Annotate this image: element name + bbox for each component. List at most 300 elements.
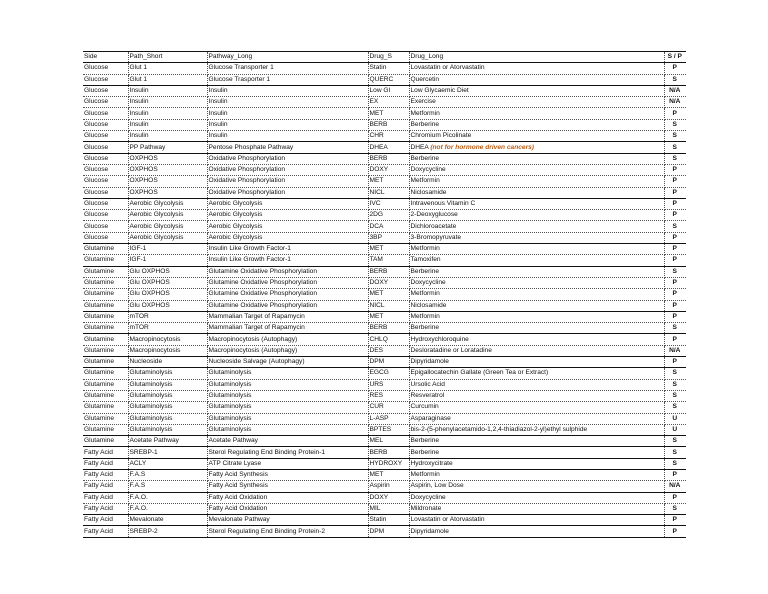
header-drug-s: Drug_S — [368, 52, 409, 63]
cell-s-p: N/A — [664, 97, 686, 108]
cell-drug-s: BERB — [368, 266, 409, 277]
cell-drug-s: RES — [368, 390, 409, 401]
cell-s-p: P — [664, 198, 686, 209]
cell-side: Glutamine — [83, 311, 128, 322]
cell-s-p: S — [664, 447, 686, 458]
cell-drug-s: HYDROXY — [368, 458, 409, 469]
cell-drug-s: CHLQ — [368, 334, 409, 345]
header-row — [83, 52, 686, 63]
cell-s-p: N/A — [664, 85, 686, 96]
cell-s-p: S — [664, 153, 686, 164]
cell-pathway-long: Glutamine Oxidative Phosphorylation — [207, 289, 368, 300]
cell-path-short: F.A.O. — [128, 503, 207, 514]
cell-pathway-long: Sterol Regulating End Binding Protein-2 — [207, 526, 368, 537]
cell-path-short: SREBP-2 — [128, 526, 207, 537]
table-row — [83, 255, 686, 266]
cell-drug-s: BERB — [368, 323, 409, 334]
table-row — [83, 345, 686, 356]
cell-s-p: P — [664, 526, 686, 537]
cell-path-short: OXPHOS — [128, 164, 207, 175]
cell-drug-long: Chromium Picolinate — [409, 131, 664, 142]
cell-s-p: P — [664, 232, 686, 243]
cell-drug-long: Epigallocatechin Gallate (Green Tea or Extract) — [409, 368, 664, 379]
header-s-p: S / P — [664, 52, 686, 63]
cell-s-p: S — [664, 390, 686, 401]
cell-side: Glutamine — [83, 323, 128, 334]
cell-drug-long: Lovastatin or Atorvastatin — [409, 63, 664, 74]
cell-drug-s: URS — [368, 379, 409, 390]
cell-s-p: P — [664, 164, 686, 175]
cell-pathway-long: Glutamine Oxidative Phosphorylation — [207, 300, 368, 311]
cell-path-short: mTOR — [128, 323, 207, 334]
cell-pathway-long: Glucose Trasporter 1 — [207, 74, 368, 85]
cell-side: Glutamine — [83, 345, 128, 356]
cell-side: Glucose — [83, 187, 128, 198]
cell-path-short: Aerobic Glycolysis — [128, 232, 207, 243]
cell-pathway-long: Glucose Transporter 1 — [207, 63, 368, 74]
cell-side: Glucose — [83, 97, 128, 108]
cell-drug-long: Hydroxychloroquine — [409, 334, 664, 345]
cell-drug-long: Metformin — [409, 469, 664, 480]
cell-path-short: F.A.S — [128, 469, 207, 480]
table-row — [83, 63, 686, 74]
cell-path-short: Glu OXPHOS — [128, 300, 207, 311]
cell-s-p: S — [664, 379, 686, 390]
cell-drug-s: MET — [368, 108, 409, 119]
cell-pathway-long: Glutaminolysis — [207, 413, 368, 424]
table-row — [83, 176, 686, 187]
cell-pathway-long: Fatty Acid Oxidation — [207, 503, 368, 514]
cell-side: Glucose — [83, 221, 128, 232]
cell-s-p: S — [664, 402, 686, 413]
cell-path-short: Acetate Pathway — [128, 436, 207, 447]
cell-pathway-long: Mammalian Target of Rapamycin — [207, 323, 368, 334]
cell-pathway-long: Insulin — [207, 85, 368, 96]
table-row — [83, 368, 686, 379]
cell-drug-s: BERB — [368, 447, 409, 458]
cell-path-short: Glutaminolysis — [128, 390, 207, 401]
cell-drug-s: MET — [368, 311, 409, 322]
cell-drug-s: DPM — [368, 357, 409, 368]
cell-path-short: F.A.S — [128, 481, 207, 492]
cell-drug-s: MET — [368, 176, 409, 187]
cell-drug-long: Niclosamide — [409, 187, 664, 198]
table-row — [83, 198, 686, 209]
cell-path-short: mTOR — [128, 311, 207, 322]
cell-drug-long: Quercetin — [409, 74, 664, 85]
cell-s-p: S — [664, 323, 686, 334]
table-row — [83, 232, 686, 243]
cell-drug-s: BERB — [368, 153, 409, 164]
cell-side: Glucose — [83, 153, 128, 164]
cell-side: Glucose — [83, 176, 128, 187]
cell-pathway-long: Oxidative Phosphorylation — [207, 187, 368, 198]
cell-pathway-long: Aerobic Glycolysis — [207, 232, 368, 243]
cell-side: Glucose — [83, 164, 128, 175]
cell-pathway-long: Fatty Acid Synthesis — [207, 481, 368, 492]
cell-path-short: Glu OXPHOS — [128, 289, 207, 300]
cell-drug-s: 3BP — [368, 232, 409, 243]
cell-side: Fatty Acid — [83, 526, 128, 537]
cell-pathway-long: Sterol Regulating End Binding Protein-1 — [207, 447, 368, 458]
table-row — [83, 210, 686, 221]
table-row — [83, 481, 686, 492]
cell-drug-s: DES — [368, 345, 409, 356]
cell-path-short: Mevalonate — [128, 515, 207, 526]
table-row — [83, 436, 686, 447]
cell-s-p: S — [664, 266, 686, 277]
cell-path-short: IGF-1 — [128, 244, 207, 255]
cell-drug-long: Doxycycline — [409, 277, 664, 288]
cell-pathway-long: Insulin — [207, 97, 368, 108]
cell-s-p: P — [664, 334, 686, 345]
cell-drug-long: Hydroxycitrate — [409, 458, 664, 469]
table-row — [83, 108, 686, 119]
cell-drug-s: DPM — [368, 526, 409, 537]
cell-pathway-long: Glutaminolysis — [207, 368, 368, 379]
drug-note: (not for hormone driven cancers) — [430, 143, 534, 151]
cell-path-short: Insulin — [128, 108, 207, 119]
cell-path-short: Macropinocytosis — [128, 345, 207, 356]
table-row — [83, 187, 686, 198]
cell-s-p: S — [664, 436, 686, 447]
cell-drug-long: Desloratadine or Loratadine — [409, 345, 664, 356]
cell-side: Glucose — [83, 119, 128, 130]
cell-s-p: S — [664, 142, 686, 153]
cell-s-p: P — [664, 63, 686, 74]
table-row — [83, 379, 686, 390]
table-row — [83, 413, 686, 424]
header-path-short: Path_Short — [128, 52, 207, 63]
cell-drug-s: L-ASP — [368, 413, 409, 424]
cell-side: Glucose — [83, 210, 128, 221]
cell-side: Fatty Acid — [83, 492, 128, 503]
table-row — [83, 131, 686, 142]
cell-side: Glutamine — [83, 266, 128, 277]
cell-side: Fatty Acid — [83, 515, 128, 526]
cell-drug-s: DHEA — [368, 142, 409, 153]
table-row — [83, 97, 686, 108]
drug-long-text: DHEA — [410, 143, 429, 151]
header-side: Side — [83, 52, 128, 63]
cell-side: Fatty Acid — [83, 447, 128, 458]
cell-drug-long: Mildronate — [409, 503, 664, 514]
table-row — [83, 74, 686, 85]
cell-drug-long: Berberine — [409, 153, 664, 164]
cell-drug-long: Dichloroacetate — [409, 221, 664, 232]
drug-pathway-table — [83, 51, 686, 538]
cell-s-p: P — [664, 515, 686, 526]
cell-drug-long: Ursolic Acid — [409, 379, 664, 390]
cell-drug-long: bis-2-(5-phenylacetamido-1,2,4-thiadiazol-2-yl)ethyl sulphide — [409, 424, 664, 435]
cell-drug-long: Berberine — [409, 266, 664, 277]
cell-pathway-long: Macropinocytosis (Autophagy) — [207, 334, 368, 345]
cell-drug-long: Lovastatin or Atorvastatin — [409, 515, 664, 526]
table-row — [83, 277, 686, 288]
cell-side: Glutamine — [83, 402, 128, 413]
cell-side: Glucose — [83, 108, 128, 119]
cell-path-short: Glutaminolysis — [128, 413, 207, 424]
cell-pathway-long: Glutaminolysis — [207, 424, 368, 435]
cell-drug-s: QUERC — [368, 74, 409, 85]
header-pathway-long: Pathway_Long — [207, 52, 368, 63]
cell-drug-s: DOXY — [368, 492, 409, 503]
table-row — [83, 323, 686, 334]
cell-drug-long: Intravenous Vitamin C — [409, 198, 664, 209]
cell-path-short: OXPHOS — [128, 153, 207, 164]
cell-drug-s: MET — [368, 289, 409, 300]
cell-s-p: S — [664, 368, 686, 379]
cell-drug-s: DOXY — [368, 277, 409, 288]
cell-s-p: P — [664, 108, 686, 119]
cell-drug-s: CHR — [368, 131, 409, 142]
table-row — [83, 142, 686, 153]
cell-drug-s: Aspirin — [368, 481, 409, 492]
cell-s-p: S — [664, 74, 686, 85]
cell-s-p: U — [664, 424, 686, 435]
cell-drug-long: Metformin — [409, 289, 664, 300]
cell-path-short: Insulin — [128, 97, 207, 108]
cell-side: Glutamine — [83, 379, 128, 390]
cell-drug-s: EGCG — [368, 368, 409, 379]
table-row — [83, 119, 686, 130]
table-row — [83, 515, 686, 526]
cell-drug-s: CUR — [368, 402, 409, 413]
cell-drug-long: Tamoxifen — [409, 255, 664, 266]
cell-drug-long: Asparaginase — [409, 413, 664, 424]
cell-pathway-long: Glutaminolysis — [207, 379, 368, 390]
cell-pathway-long: Oxidative Phosphorylation — [207, 176, 368, 187]
cell-s-p: P — [664, 289, 686, 300]
cell-side: Glucose — [83, 74, 128, 85]
cell-drug-long: Berberine — [409, 447, 664, 458]
cell-path-short: Glutaminolysis — [128, 368, 207, 379]
table-row — [83, 334, 686, 345]
cell-path-short: Glut 1 — [128, 63, 207, 74]
cell-drug-long: Metformin — [409, 176, 664, 187]
table-row — [83, 266, 686, 277]
cell-path-short: Insulin — [128, 85, 207, 96]
cell-drug-s: Statin — [368, 515, 409, 526]
cell-drug-long: Aspirin, Low Dose — [409, 481, 664, 492]
cell-drug-long: Niclosamide — [409, 300, 664, 311]
cell-drug-s: Statin — [368, 63, 409, 74]
cell-side: Fatty Acid — [83, 503, 128, 514]
cell-path-short: SREBP-1 — [128, 447, 207, 458]
table-row — [83, 153, 686, 164]
cell-drug-long: 3-Bromopyruvate — [409, 232, 664, 243]
cell-drug-long: Doxycycline — [409, 492, 664, 503]
cell-s-p: P — [664, 244, 686, 255]
cell-side: Glutamine — [83, 300, 128, 311]
cell-s-p: S — [664, 131, 686, 142]
cell-s-p: U — [664, 413, 686, 424]
cell-drug-long: Dipyridamole — [409, 357, 664, 368]
cell-s-p: P — [664, 300, 686, 311]
cell-pathway-long: Aerobic Glycolysis — [207, 210, 368, 221]
cell-path-short: Aerobic Glycolysis — [128, 221, 207, 232]
cell-s-p: N/A — [664, 481, 686, 492]
cell-s-p: P — [664, 492, 686, 503]
cell-pathway-long: Mevalonate Pathway — [207, 515, 368, 526]
table-row — [83, 390, 686, 401]
table-row — [83, 492, 686, 503]
cell-pathway-long: Insulin — [207, 131, 368, 142]
cell-pathway-long: Insulin — [207, 108, 368, 119]
cell-pathway-long: Mammalian Target of Rapamycin — [207, 311, 368, 322]
cell-side: Glucose — [83, 63, 128, 74]
cell-side: Glutamine — [83, 334, 128, 345]
table-row — [83, 458, 686, 469]
cell-pathway-long: Glutaminolysis — [207, 402, 368, 413]
cell-drug-s: NICL — [368, 187, 409, 198]
table-row — [83, 244, 686, 255]
cell-pathway-long: Fatty Acid Synthesis — [207, 469, 368, 480]
cell-path-short: OXPHOS — [128, 187, 207, 198]
cell-s-p: P — [664, 277, 686, 288]
cell-drug-s: MET — [368, 469, 409, 480]
cell-side: Fatty Acid — [83, 469, 128, 480]
table-row — [83, 447, 686, 458]
cell-path-short: PP Pathway — [128, 142, 207, 153]
cell-path-short: OXPHOS — [128, 176, 207, 187]
cell-drug-long: Berberine — [409, 436, 664, 447]
cell-drug-long: Berberine — [409, 119, 664, 130]
cell-s-p: P — [664, 210, 686, 221]
cell-drug-long: Low Glycaemic Diet — [409, 85, 664, 96]
cell-side: Glutamine — [83, 289, 128, 300]
cell-drug-s: Low GI — [368, 85, 409, 96]
cell-path-short: Glu OXPHOS — [128, 266, 207, 277]
table-row — [83, 300, 686, 311]
cell-pathway-long: Insulin Like Growth Factor-1 — [207, 255, 368, 266]
cell-pathway-long: Insulin Like Growth Factor-1 — [207, 244, 368, 255]
cell-drug-s: MET — [368, 244, 409, 255]
cell-path-short: Glutaminolysis — [128, 402, 207, 413]
cell-s-p: S — [664, 119, 686, 130]
cell-drug-s: NICL — [368, 300, 409, 311]
cell-side: Fatty Acid — [83, 481, 128, 492]
cell-drug-long: Metformin — [409, 244, 664, 255]
cell-path-short: Glut 1 — [128, 74, 207, 85]
cell-s-p: N/A — [664, 345, 686, 356]
cell-pathway-long: Acetate Pathway — [207, 436, 368, 447]
cell-drug-s: DOXY — [368, 164, 409, 175]
cell-pathway-long: Aerobic Glycolysis — [207, 198, 368, 209]
table-row — [83, 424, 686, 435]
cell-side: Glucose — [83, 85, 128, 96]
cell-s-p: S — [664, 458, 686, 469]
cell-path-short: Insulin — [128, 131, 207, 142]
cell-pathway-long: Oxidative Phosphorylation — [207, 164, 368, 175]
cell-drug-s: BPTES — [368, 424, 409, 435]
cell-pathway-long: Oxidative Phosphorylation — [207, 153, 368, 164]
cell-drug-long: Curcumin — [409, 402, 664, 413]
cell-path-short: Nucleoside — [128, 357, 207, 368]
cell-side: Glutamine — [83, 357, 128, 368]
cell-path-short: Insulin — [128, 119, 207, 130]
cell-pathway-long: Macropinocytosis (Autophagy) — [207, 345, 368, 356]
table-row — [83, 85, 686, 96]
cell-drug-long: Exercise — [409, 97, 664, 108]
cell-pathway-long: Nucleoside Salvage (Autophagy) — [207, 357, 368, 368]
cell-side: Glutamine — [83, 436, 128, 447]
cell-side: Glutamine — [83, 255, 128, 266]
cell-path-short: Aerobic Glycolysis — [128, 210, 207, 221]
cell-pathway-long: Glutamine Oxidative Phosphorylation — [207, 266, 368, 277]
table-row — [83, 164, 686, 175]
cell-pathway-long: ATP Citrate Lyase — [207, 458, 368, 469]
cell-pathway-long: Fatty Acid Oxidation — [207, 492, 368, 503]
table-row — [83, 289, 686, 300]
cell-path-short: IGF-1 — [128, 255, 207, 266]
cell-side: Glucose — [83, 142, 128, 153]
table-row — [83, 503, 686, 514]
cell-drug-s: BERB — [368, 119, 409, 130]
cell-s-p: P — [664, 469, 686, 480]
cell-drug-s: MEL — [368, 436, 409, 447]
table-row — [83, 357, 686, 368]
table-row — [83, 221, 686, 232]
cell-drug-long: Resveratrol — [409, 390, 664, 401]
cell-path-short: Glutaminolysis — [128, 379, 207, 390]
cell-s-p: S — [664, 503, 686, 514]
cell-pathway-long: Insulin — [207, 119, 368, 130]
cell-side: Glutamine — [83, 390, 128, 401]
table-row — [83, 402, 686, 413]
cell-drug-s: TAM — [368, 255, 409, 266]
cell-drug-s: DCA — [368, 221, 409, 232]
cell-s-p: P — [664, 357, 686, 368]
cell-drug-long: Dipyridamole — [409, 526, 664, 537]
cell-drug-long: Berberine — [409, 323, 664, 334]
cell-side: Glucose — [83, 232, 128, 243]
table-row — [83, 469, 686, 480]
cell-pathway-long: Aerobic Glycolysis — [207, 221, 368, 232]
cell-pathway-long: Glutaminolysis — [207, 390, 368, 401]
cell-side: Glutamine — [83, 368, 128, 379]
cell-side: Glutamine — [83, 413, 128, 424]
cell-path-short: Macropinocytosis — [128, 334, 207, 345]
cell-side: Glucose — [83, 198, 128, 209]
cell-pathway-long: Pentose Phosphate Pathway — [207, 142, 368, 153]
cell-drug-s: 2DG — [368, 210, 409, 221]
header-drug-long: Drug_Long — [409, 52, 664, 63]
cell-drug-long: Doxycycline — [409, 164, 664, 175]
cell-drug-s: IVC — [368, 198, 409, 209]
table-row — [83, 311, 686, 322]
cell-path-short: Glutaminolysis — [128, 424, 207, 435]
cell-drug-s: MIL — [368, 503, 409, 514]
cell-drug-s: EX — [368, 97, 409, 108]
cell-path-short: F.A.O. — [128, 492, 207, 503]
cell-side: Glucose — [83, 131, 128, 142]
cell-side: Glutamine — [83, 244, 128, 255]
cell-drug-long: Metformin — [409, 108, 664, 119]
cell-side: Fatty Acid — [83, 458, 128, 469]
cell-s-p: P — [664, 187, 686, 198]
cell-drug-long: 2-Deoxyglucose — [409, 210, 664, 221]
table-row — [83, 526, 686, 537]
cell-s-p: P — [664, 311, 686, 322]
cell-s-p: P — [664, 176, 686, 187]
cell-s-p: S — [664, 221, 686, 232]
cell-s-p: P — [664, 255, 686, 266]
cell-drug-long: Metformin — [409, 311, 664, 322]
cell-drug-long — [409, 142, 664, 153]
cell-side: Glutamine — [83, 277, 128, 288]
cell-path-short: Glu OXPHOS — [128, 277, 207, 288]
